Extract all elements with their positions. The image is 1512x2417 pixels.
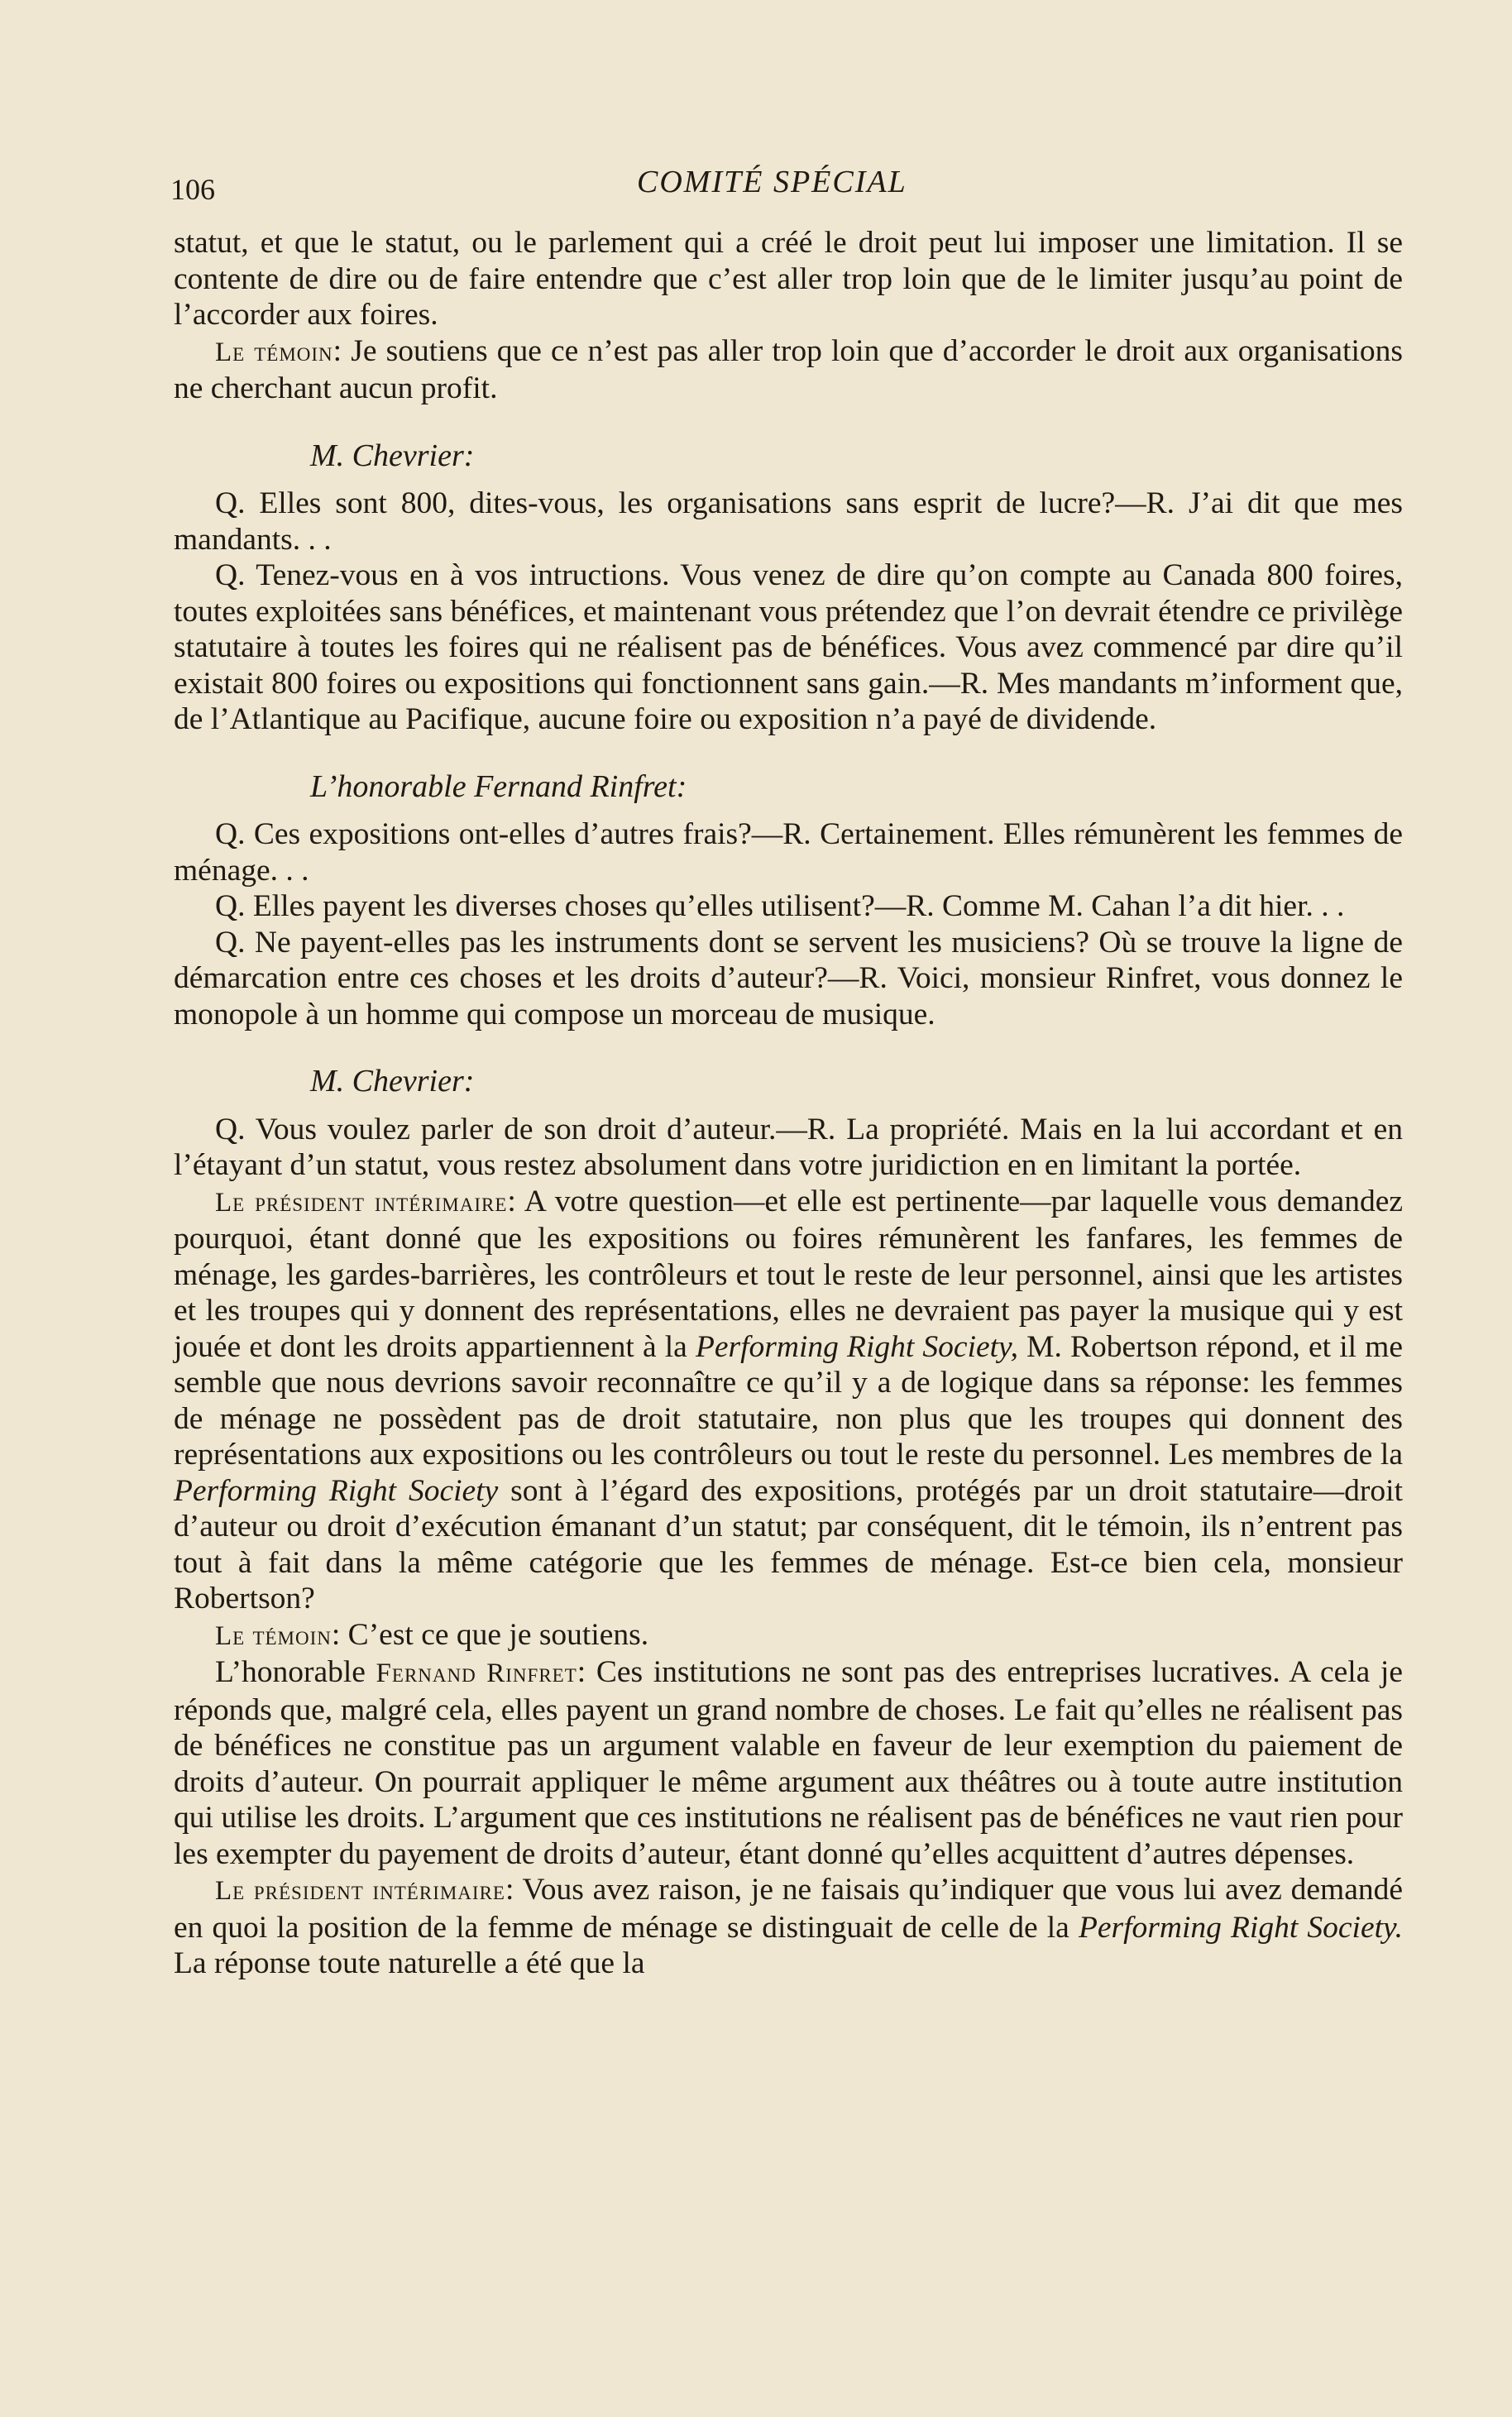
speaker-name: Le témoin	[215, 337, 333, 367]
paragraph: Q. Elles sont 800, dites-vous, les organisations sans esprit de lucre?—R. J’ai dit que mes mandants. . .	[174, 486, 1403, 557]
paragraph: Q. Vous voulez parler de son droit d’auteur.—R. La propriété. Mais en la lui accordant et en l’étayant d’un statut, vous restez absolument dans votre juridiction en en limitant la portée.	[174, 1112, 1403, 1182]
paragraph: Q. Tenez-vous en à vos intructions. Vous venez de dire qu’on compte au Canada 800 foires, toutes exploitées sans bénéfices, et maintenant vous prétendez que l’on devrait étendre ce privilège statutaire à toutes les foires qui ne réalisent pas de bénéfices. Vous avez commencé par dire qu’il existait 800 foires ou expositions qui fonctionnent sans gain.—R. Mes mandants m’informent que, de l’Atlantique au Pacifique, aucune foire ou exposition n’a payé de dividende.	[174, 558, 1403, 736]
speaker-name: Le président intérimaire	[215, 1187, 508, 1218]
paragraph: Le président intérimaire: Vous avez raison, je ne faisais qu’indiquer que vous lui avez demandé en quoi la position de la femme de ménage se distinguait de celle de la Performing Right Society. La réponse toute naturelle a été que la	[174, 1873, 1404, 1980]
italic-title: Performing Right Society	[174, 1473, 499, 1508]
body-text	[174, 225, 1403, 1982]
paragraph: statut, et que le statut, ou le parlement qui a créé le droit peut lui imposer une limitation. Il se contente de dire ou de faire entendre que c’est aller trop loin que de le limiter jusqu’au point de l’accorder aux foires.	[174, 226, 1403, 332]
italic-title: Performing Right Society.	[1078, 1910, 1403, 1945]
section-heading: L’honorable Fernand Rinfret:	[310, 768, 687, 804]
page-number: 106	[170, 173, 215, 206]
paragraph: L’honorable Fernand Rinfret: Ces institutions ne sont pas des entreprises lucratives. A cela je réponds que, malgré cela, elles payent un grand nombre de choses. Le fait qu’elles ne réalisent pas de bénéfices ne constitue pas un argument valable en faveur de leur exemption du paiement de droits d’auteur. On pourrait appliquer le même argument aux théâtres ou à toute autre institution qui utilise les droits. L’argument que ces institutions ne réalisent pas de bénéfices ne vaut rien pour les exempter du payement de droits d’auteur, étant donné qu’elles acquittent d’autres dépenses.	[174, 1655, 1403, 1871]
paragraph: Le témoin: C’est ce que je soutiens.	[215, 1617, 649, 1652]
paragraph: Le président intérimaire: A votre question—et elle est pertinente—par laquelle vous demandez pourquoi, étant donné que les expositions ou foires rémunèrent les fanfares, les femmes de ménage, les gardes-barrières, les contrôleurs et tout le reste de leur personnel, ainsi que les artistes et les troupes qui y donnent des représentations, elles ne devraient pas payer la musique qui y est jouée et dont les droits appartiennent à la Performing Right Society, M. Robertson répond, et il me semble que nous devrions savoir reconnaître ce qu’il y a de logique dans sa réponse: les femmes de ménage ne possèdent pas de droit statutaire, non plus que les troupes qui donnent des représentations aux expositions ou les contrôleurs ou tout le reste du personnel. Les membres de la Performing Right Society sont à l’égard des expositions, protégés par un droit statutaire—droit d’auteur ou droit d’exécution émanant d’un statut; par conséquent, dit le témoin, ils n’entrent pas tout à fait dans la même catégorie que les femmes de ménage. Est-ce bien cela, monsieur Robertson?	[174, 1184, 1403, 1615]
running-title: COMITÉ SPÉCIAL	[637, 165, 907, 199]
speaker-name: Le président intérimaire	[215, 1876, 505, 1906]
section-heading: M. Chevrier:	[310, 1064, 475, 1098]
paragraph: Le témoin: Je soutiens que ce n’est pas aller trop loin que d’accorder le droit aux organisations ne cherchant aucun profit.	[174, 333, 1403, 405]
section-heading: M. Chevrier:	[310, 438, 475, 473]
paragraph: Q. Ces expositions ont-elles d’autres frais?—R. Certainement. Elles rémunèrent les femmes de ménage. . .	[174, 817, 1403, 888]
paragraph: Q. Elles payent les diverses choses qu’elles utilisent?—R. Comme M. Cahan l’a dit hier. . .	[215, 889, 1345, 923]
speaker-name: Le témoin	[215, 1620, 332, 1651]
italic-title: Performing Right Society,	[695, 1329, 1019, 1364]
speaker-name: Fernand Rinfret	[376, 1658, 577, 1688]
paragraph: Q. Ne payent-elles pas les instruments dont se servent les musiciens? Où se trouve la ligne de démarcation entre ces choses et les droits d’auteur?—R. Voici, monsieur Rinfret, vous donnez le monopole à un homme qui compose un morceau de musique.	[174, 925, 1403, 1031]
